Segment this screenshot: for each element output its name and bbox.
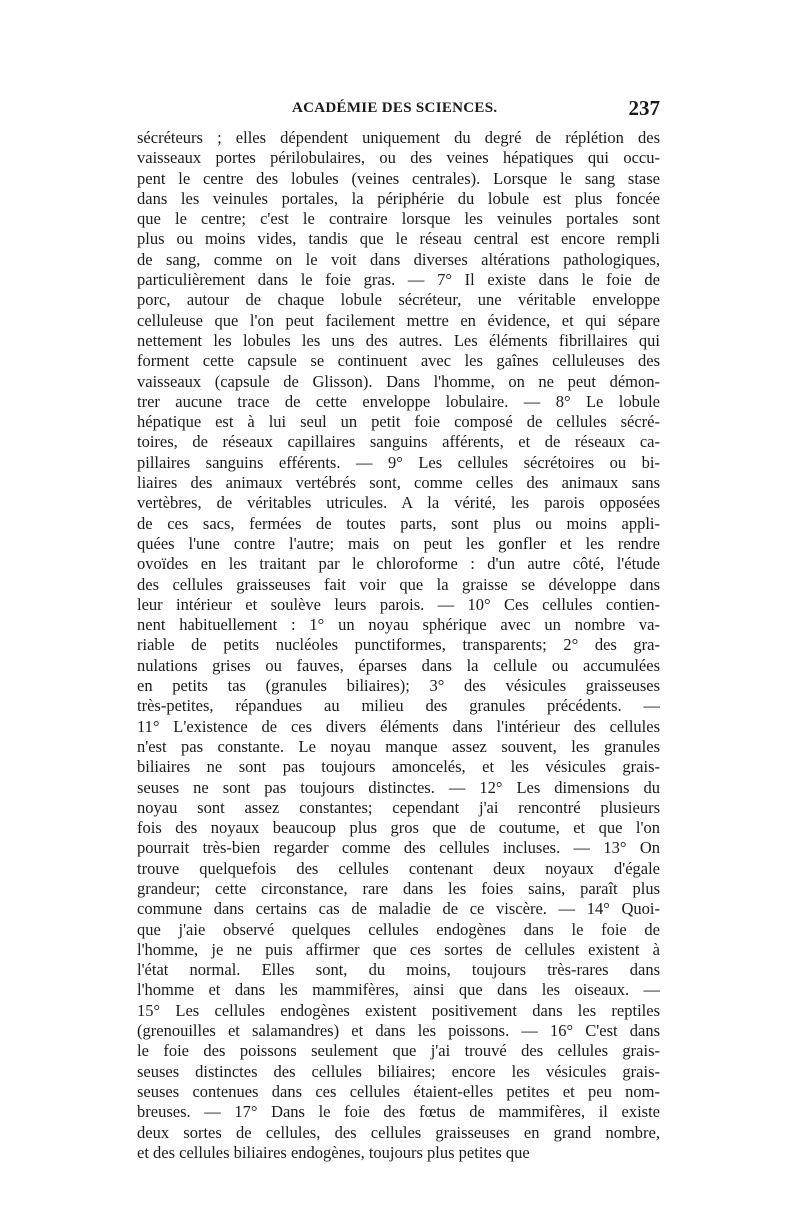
text-line: seuses distinctes des cellules biliaires; encore les vésicules grais- [137,1061,660,1081]
text-line: (grenouilles et salamandres) et dans les poissons. — 16° C'est dans [137,1021,660,1041]
text-line: très-petites, répandues au milieu des granules précédents. — [137,696,660,716]
text-line: breuses. — 17° Dans le foie des fœtus de mammifères, il existe [137,1102,660,1122]
text-line: le foie des poissons seulement que j'ai trouvé des cellules grais- [137,1041,660,1061]
text-line: liaires des animaux vertébrés sont, comme celles des animaux sans [137,473,660,493]
text-line: trer aucune trace de cette enveloppe lobulaire. — 8° Le lobule [137,391,660,411]
text-line: de sang, comme on le voit dans diverses altérations pathologiques, [137,249,660,269]
text-line: et des cellules biliaires endogènes, toujours plus petites que [137,1142,530,1162]
text-line: deux sortes de cellules, des cellules graisseuses en grand nombre, [137,1122,660,1142]
text-line: vaisseaux (capsule de Glisson). Dans l'homme, on ne peut démon- [137,371,660,391]
text-line: nettement les lobules les uns des autres. Les éléments fibrillaires qui [137,330,660,350]
text-line: de ces sacs, fermées de toutes parts, sont plus ou moins appli- [137,513,660,533]
text-line: leur intérieur et soulève leurs parois. — 10° Ces cellules contien- [137,594,660,614]
text-line: que le centre; c'est le contraire lorsque les veinules portales sont [137,209,660,229]
page-header [137,96,660,128]
text-line: pourrait très-bien regarder comme des cellules incluses. — 13° On [137,838,660,858]
text-line: quées l'une contre l'autre; mais on peut les gonfler et les rendre [137,533,660,553]
text-line: sécréteurs ; elles dépendent uniquement du degré de réplétion des [137,128,660,147]
text-line: ovoïdes en les traitant par le chloroforme : d'un autre côté, l'étude [137,554,660,574]
text-line: toires, de réseaux capillaires sanguins afférents, et de réseaux ca- [137,432,660,452]
text-line: celluleuse que l'on peut facilement mettre en évidence, et qui sépare [137,310,660,330]
text-line: plus ou moins vides, tandis que le réseau central est encore rempli [137,229,660,249]
text-line: grandeur; cette circonstance, rare dans les foies sains, paraît plus [137,878,660,898]
text-line: vaisseaux portes périlobulaires, ou des veines hépatiques qui occu- [137,148,660,168]
text-line: que j'aie observé quelques cellules endogènes dans le foie de [137,919,660,939]
text-line: fois des noyaux beaucoup plus gros que de coutume, et que l'on [137,818,660,838]
text-line: trouve quelquefois des cellules contenant deux noyaux d'égale [137,858,660,878]
text-line: forment cette capsule se continuent avec les gaînes celluleuses des [137,351,660,371]
text-line: des cellules graisseuses fait voir que la graisse se développe dans [137,574,660,594]
text-line: vertèbres, de véritables utricules. A la vérité, les parois opposées [137,493,660,513]
text-line: n'est pas constante. Le noyau manque assez souvent, les granules [137,736,660,756]
text-line: l'état normal. Elles sont, du moins, toujours très-rares dans [137,960,660,980]
body-text [137,128,660,1163]
page-number: 237 [628,96,660,120]
text-line: l'homme, je ne puis affirmer que ces sortes de cellules existent à [137,939,660,959]
text-line: noyau sont assez constantes; cependant j'ai rencontré plusieurs [137,797,660,817]
text-line: seuses contenues dans ces cellules étaient-elles petites et peu nom- [137,1081,660,1101]
text-line: hépatique est à lui seul un petit foie composé de cellules sécré- [137,412,660,432]
text-line: dans les veinules portales, la périphérie du lobule est plus foncée [137,188,660,208]
text-line: nent habituellement : 1° un noyau sphérique avec un nombre va- [137,615,660,635]
text-line: particulièrement dans le foie gras. — 7° Il existe dans le foie de [137,270,660,290]
text-line: commune dans certains cas de maladie de ce viscère. — 14° Quoi- [137,899,660,919]
text-line: pent le centre des lobules (veines centrales). Lorsque le sang stase [137,168,660,188]
text-line: 15° Les cellules endogènes existent positivement dans les reptiles [137,1000,660,1020]
text-line: l'homme et dans les mammifères, ainsi que dans les oiseaux. — [137,980,660,1000]
text-line: seuses ne sont pas toujours distinctes. — 12° Les dimensions du [137,777,660,797]
text-line: porc, autour de chaque lobule sécréteur, une véritable enveloppe [137,290,660,310]
running-title: ACADÉMIE DES SCIENCES. [292,100,498,116]
text-line: 11° L'existence de ces divers éléments dans l'intérieur des cellules [137,716,660,736]
text-line: biliaires ne sont pas toujours amoncelés, et les vésicules grais- [137,757,660,777]
text-line: nulations grises ou fauves, éparses dans la cellule ou accumulées [137,655,660,675]
text-line: riable de petits nucléoles punctiformes, transparents; 2° des gra- [137,635,660,655]
text-line: en petits tas (granules biliaires); 3° des vésicules graisseuses [137,676,660,696]
text-line: pillaires sanguins efférents. — 9° Les cellules sécrétoires ou bi- [137,452,660,472]
book-page [137,96,660,1163]
